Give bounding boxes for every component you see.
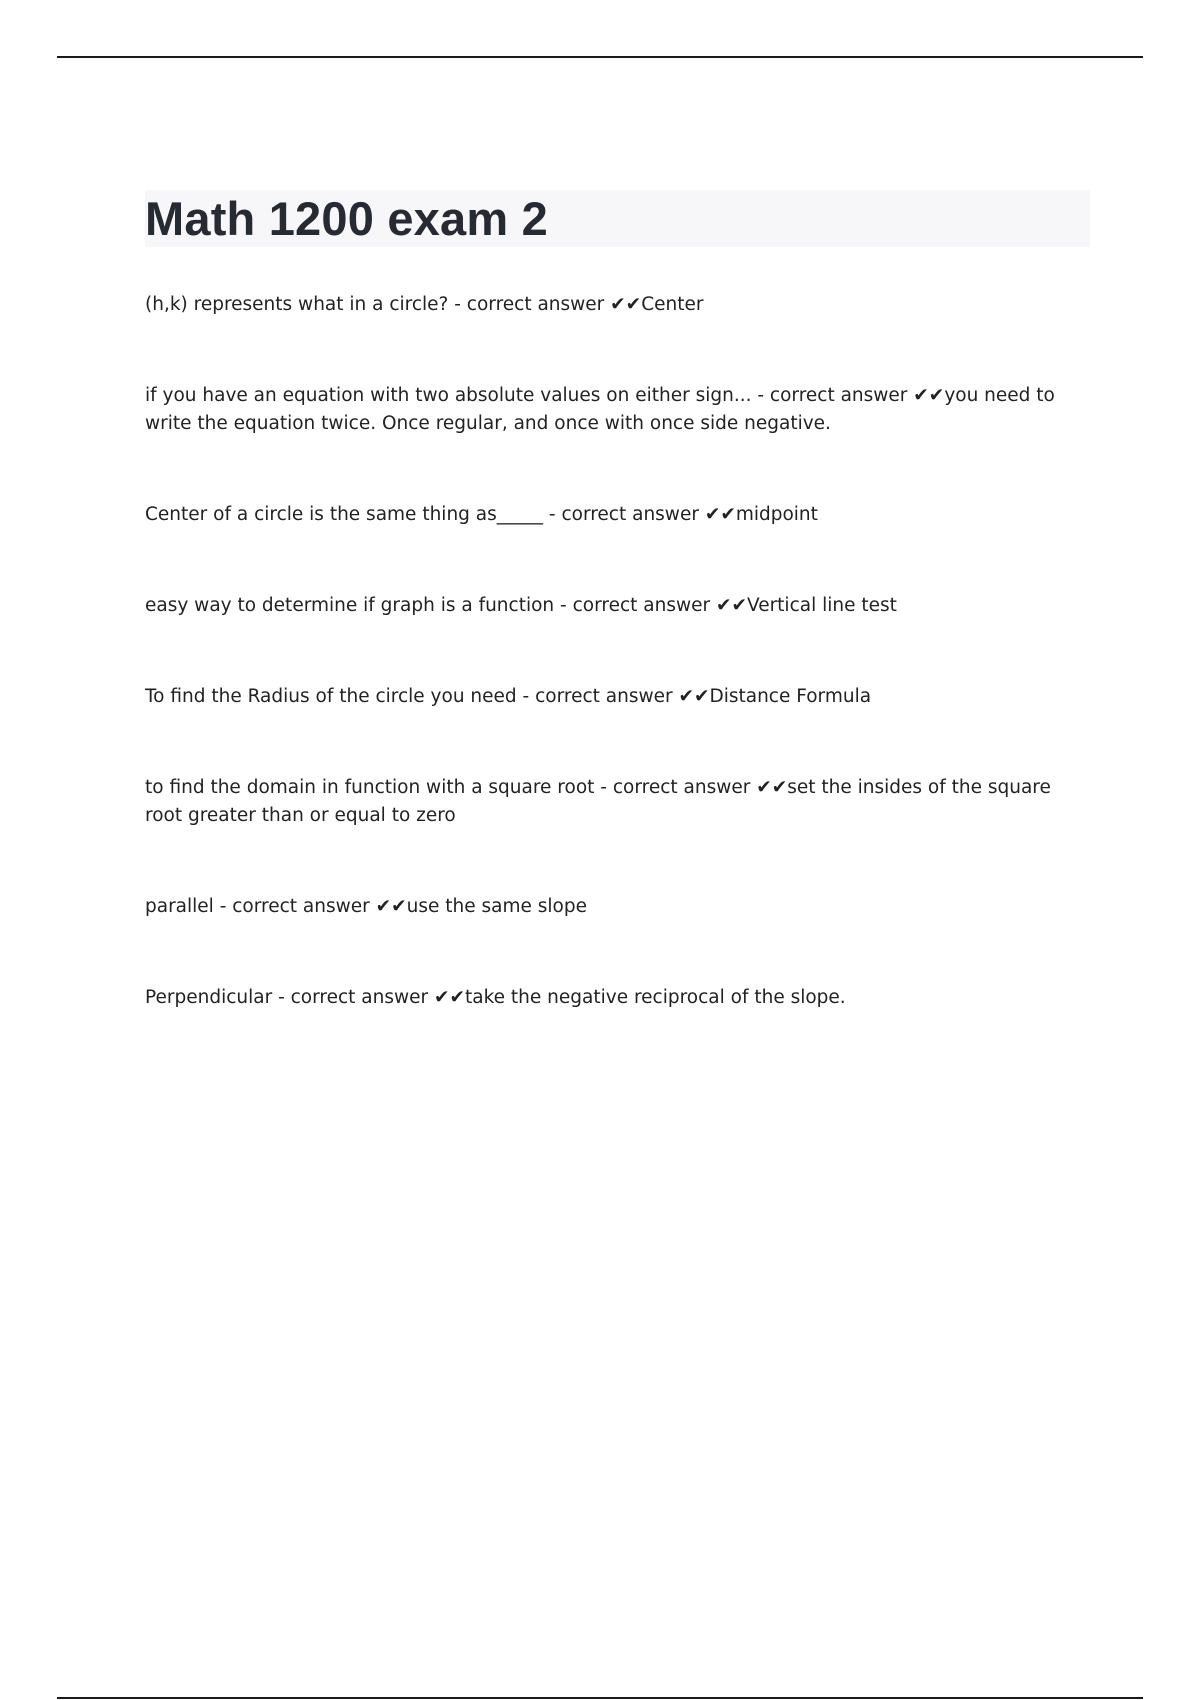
question-text: Center of a circle is the same thing as_____ [145, 504, 544, 525]
question-text: Perpendicular [145, 987, 273, 1008]
document-title: Math 1200 exam 2 [145, 192, 548, 245]
checkmark-icon: ✔✔ [704, 504, 736, 525]
header-rule [57, 56, 1143, 58]
title-band [145, 190, 1090, 247]
question-text: parallel [145, 896, 214, 917]
question-text: easy way to determine if graph is a function [145, 595, 555, 616]
qa-item [145, 774, 1090, 830]
answer-separator: - correct answer [213, 896, 376, 917]
checkmark-icon: ✔✔ [678, 686, 710, 707]
answer-text: use the same slope [406, 896, 587, 917]
checkmark-icon: ✔✔ [434, 987, 466, 1008]
answer-separator: - correct answer [594, 777, 757, 798]
answer-text: midpoint [735, 504, 818, 525]
question-text: (h,k) represents what in a circle? [145, 294, 449, 315]
footer-rule [57, 1697, 1143, 1699]
checkmark-icon: ✔✔ [913, 385, 945, 406]
qa-list [145, 291, 1090, 1012]
answer-text: Center [641, 294, 704, 315]
qa-item [145, 984, 1090, 1012]
answer-separator: - correct answer [516, 686, 679, 707]
checkmark-icon: ✔✔ [756, 777, 788, 798]
qa-item [145, 501, 1090, 529]
qa-item [145, 291, 1090, 319]
qa-item [145, 592, 1090, 620]
answer-separator: - correct answer [448, 294, 611, 315]
question-text: to find the domain in function with a square root [145, 777, 595, 798]
question-text: To find the Radius of the circle you need [145, 686, 517, 707]
answer-text: Distance Formula [709, 686, 872, 707]
question-text: if you have an equation with two absolute values on either sign... [145, 385, 752, 406]
answer-text: Vertical line test [746, 595, 897, 616]
answer-separator: - correct answer [751, 385, 914, 406]
answer-separator: - correct answer [554, 595, 716, 616]
checkmark-icon: ✔✔ [375, 896, 407, 917]
qa-item [145, 382, 1090, 438]
answer-separator: - correct answer [543, 504, 705, 525]
answer-text: you need to write the equation twice. Once regular, and once with once side negative. [145, 385, 1055, 434]
checkmark-icon: ✔✔ [610, 294, 642, 315]
answer-text: set the insides of the square root greater than or equal to zero [145, 777, 1051, 826]
answer-separator: - correct answer [272, 987, 434, 1008]
checkmark-icon: ✔✔ [715, 595, 747, 616]
answer-text: take the negative reciprocal of the slope. [465, 987, 846, 1008]
qa-item [145, 893, 1090, 921]
qa-item [145, 683, 1090, 711]
document-body [145, 190, 1090, 1012]
